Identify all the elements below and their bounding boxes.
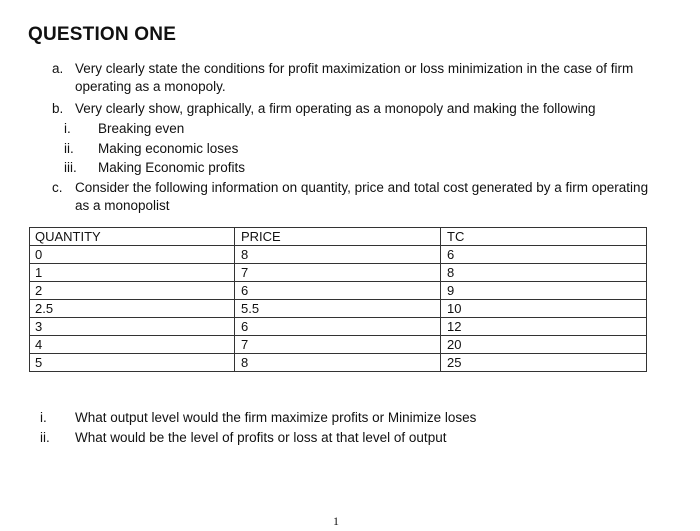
sub-question-i-text: What output level would the firm maximize profits or Minimize loses [75, 410, 477, 425]
cell-tc: 20 [441, 336, 647, 354]
header-tc: TC [441, 228, 647, 246]
cell-price: 8 [235, 354, 441, 372]
sub-question-i-marker: i. [40, 410, 47, 425]
cell-price: 6 [235, 282, 441, 300]
header-price: PRICE [235, 228, 441, 246]
cell-tc: 12 [441, 318, 647, 336]
cell-price: 6 [235, 318, 441, 336]
question-b-marker: b. [52, 101, 64, 116]
section-heading: QUESTION ONE [28, 24, 177, 45]
table-row [30, 300, 647, 318]
table-header-row [30, 228, 647, 246]
question-c-marker: c. [52, 180, 63, 195]
question-b-item-1-marker: i. [64, 121, 71, 136]
question-b [52, 100, 652, 118]
table-row [30, 246, 647, 264]
cell-price: 7 [235, 264, 441, 282]
cell-quantity: 2 [30, 282, 235, 300]
question-b-item-1 [64, 120, 184, 138]
sub-question-ii [40, 429, 446, 447]
cell-price: 8 [235, 246, 441, 264]
table-row [30, 336, 647, 354]
table-row [30, 264, 647, 282]
question-a-text: Very clearly state the conditions for profit maximization or loss minimization in the case of firm operating as a monopoly. [75, 61, 634, 94]
cost-table [29, 227, 647, 372]
question-b-item-3-marker: iii. [64, 160, 77, 175]
question-b-item-3-text: Making Economic profits [98, 160, 246, 175]
cell-price: 7 [235, 336, 441, 354]
cell-quantity: 4 [30, 336, 235, 354]
cell-price: 5.5 [235, 300, 441, 318]
cell-quantity: 1 [30, 264, 235, 282]
table-row [30, 354, 647, 372]
sub-question-i [40, 409, 476, 427]
header-quantity: QUANTITY [30, 228, 235, 246]
sub-question-ii-text: What would be the level of profits or loss at that level of output [75, 430, 447, 445]
question-c-text: Consider the following information on quantity, price and total cost generated by a firm operating as a monopolist [75, 180, 649, 213]
question-a [52, 60, 652, 96]
question-b-item-2-text: Making economic loses [98, 141, 239, 156]
cell-quantity: 2.5 [30, 300, 235, 318]
question-a-marker: a. [52, 61, 64, 76]
page-number: 1 [333, 514, 339, 528]
cell-tc: 25 [441, 354, 647, 372]
cell-tc: 8 [441, 264, 647, 282]
question-b-item-1-text: Breaking even [98, 121, 185, 136]
table-row [30, 282, 647, 300]
cell-tc: 10 [441, 300, 647, 318]
question-c [52, 179, 652, 215]
cell-quantity: 5 [30, 354, 235, 372]
cell-quantity: 0 [30, 246, 235, 264]
question-b-text: Very clearly show, graphically, a firm operating as a monopoly and making the following [75, 101, 596, 116]
cell-tc: 6 [441, 246, 647, 264]
cell-quantity: 3 [30, 318, 235, 336]
sub-question-ii-marker: ii. [40, 430, 50, 445]
question-b-item-3 [64, 159, 245, 177]
cell-tc: 9 [441, 282, 647, 300]
question-b-item-2-marker: ii. [64, 141, 74, 156]
question-b-item-2 [64, 140, 238, 158]
table-row [30, 318, 647, 336]
